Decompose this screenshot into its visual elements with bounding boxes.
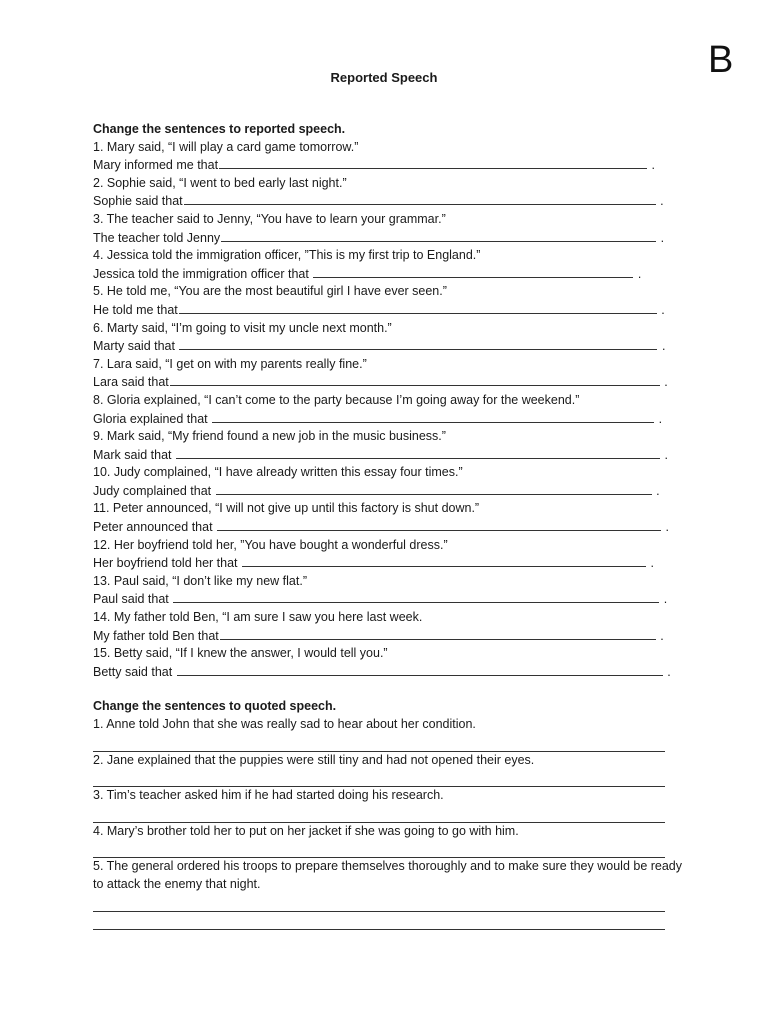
answer-blank[interactable]	[93, 912, 665, 930]
answer-blank[interactable]	[217, 518, 661, 531]
answer-blank[interactable]	[93, 805, 665, 823]
answer-blank[interactable]	[220, 627, 656, 640]
answer-lead: Peter announced that	[93, 520, 213, 535]
item-prompt: 15. Betty said, “If I knew the answer, I would tell you.”	[93, 646, 388, 661]
answer-line	[93, 301, 683, 320]
answer-line	[93, 410, 683, 429]
list-item	[93, 537, 683, 573]
answer-lead: The teacher told Jenny	[93, 230, 221, 245]
answer-line	[93, 627, 683, 646]
item-prompt: 7. Lara said, “I get on with my parents really fine.”	[93, 356, 367, 371]
answer-lead: My father told Ben that	[93, 628, 219, 643]
answer-lead: Mark said that	[93, 447, 172, 462]
answer-lead: Paul said that	[93, 592, 169, 607]
list-item	[93, 500, 683, 536]
list-item	[93, 609, 683, 645]
item-prompt: 6. Marty said, “I’m going to visit my uncle next month.”	[93, 320, 392, 335]
answer-end: .	[660, 628, 664, 643]
list-item	[93, 787, 683, 823]
answer-lead: Her boyfriend told her that	[93, 556, 238, 571]
list-item	[93, 356, 683, 392]
item-prompt: 4. Jessica told the immigration officer, ”This is my first trip to England.”	[93, 248, 481, 263]
answer-line	[93, 229, 683, 248]
list-item	[93, 211, 683, 247]
page-letter: B	[708, 39, 734, 81]
answer-blank[interactable]	[313, 265, 633, 278]
list-item	[93, 428, 683, 464]
answer-blank[interactable]	[93, 894, 665, 912]
answer-blank[interactable]	[242, 554, 646, 567]
answer-lead: Jessica told the immigration officer that	[93, 266, 309, 281]
list-item	[93, 283, 683, 319]
answer-end: .	[658, 411, 663, 426]
item-prompt: 5. He told me, “You are the most beautiful girl I have ever seen.”	[93, 284, 447, 299]
answer-line	[93, 192, 683, 211]
item-prompt: 12. Her boyfriend told her, ”You have bought a wonderful dress.”	[93, 537, 448, 552]
answer-end: .	[651, 158, 656, 173]
answer-lead: Marty said that	[93, 339, 175, 354]
list-item	[93, 858, 683, 929]
answer-lead: Gloria explained that	[93, 411, 208, 426]
item-prompt: 14. My father told Ben, “I am sure I saw you here last week.	[93, 610, 423, 625]
item-prompt: 4. Mary’s brother told her to put on her jacket if she was going to go with him.	[93, 823, 519, 838]
answer-line	[93, 337, 683, 356]
section1-heading: Change the sentences to reported speech.	[93, 122, 346, 136]
answer-line	[93, 518, 683, 537]
answer-end: .	[661, 339, 666, 354]
item-prompt: 11. Peter announced, “I will not give up until this factory is shut down.”	[93, 501, 480, 516]
answer-end: .	[637, 266, 642, 281]
answer-end: .	[664, 375, 668, 390]
answer-end: .	[665, 520, 669, 535]
list-item	[93, 464, 683, 500]
list-item	[93, 392, 683, 428]
item-prompt: 5. The general ordered his troops to prepare themselves thoroughly and to make sure they would be ready to attack the enemy that night.	[93, 859, 683, 891]
answer-blank[interactable]	[221, 229, 656, 242]
section2-heading: Change the sentences to quoted speech.	[93, 699, 337, 714]
answer-end: .	[663, 592, 668, 607]
answer-lead: Betty said that	[93, 664, 173, 679]
item-prompt: 2. Jane explained that the puppies were still tiny and had not opened their eyes.	[93, 752, 535, 767]
answer-blank[interactable]	[212, 410, 654, 423]
list-item	[93, 175, 683, 211]
item-prompt: 10. Judy complained, “I have already written this essay four times.”	[93, 465, 463, 480]
answer-blank[interactable]	[173, 590, 659, 603]
page-title: Reported Speech	[330, 70, 438, 85]
answer-line	[93, 590, 683, 609]
section-gap	[93, 681, 683, 698]
worksheet-content	[93, 121, 683, 930]
answer-blank[interactable]	[184, 192, 656, 205]
item-prompt: 9. Mark said, “My friend found a new job in the music business.”	[93, 429, 446, 444]
answer-lead: Mary informed me that	[93, 158, 219, 173]
answer-end: .	[660, 230, 665, 245]
answer-blank[interactable]	[216, 482, 652, 495]
answer-blank[interactable]	[170, 373, 660, 386]
answer-blank[interactable]	[93, 840, 665, 858]
answer-line	[93, 156, 683, 175]
list-item	[93, 139, 683, 175]
list-item	[93, 716, 683, 752]
answer-line	[93, 373, 683, 392]
list-item	[93, 752, 683, 788]
answer-end: .	[650, 556, 654, 571]
answer-lead: Sophie said that	[93, 194, 183, 209]
answer-end: .	[660, 194, 664, 209]
item-prompt: 3. The teacher said to Jenny, “You have to learn your grammar.”	[93, 211, 446, 226]
answer-lead: He told me that	[93, 302, 178, 317]
list-item	[93, 320, 683, 356]
list-item	[93, 573, 683, 609]
list-item	[93, 645, 683, 681]
item-prompt: 1. Anne told John that she was really sad to hear about her condition.	[93, 717, 476, 731]
item-prompt: 8. Gloria explained, “I can’t come to the party because I’m going away for the weekend.”	[93, 392, 580, 407]
answer-blank[interactable]	[219, 156, 647, 169]
answer-lead: Lara said that	[93, 375, 169, 390]
item-prompt: 13. Paul said, “I don’t like my new flat.”	[93, 573, 307, 588]
answer-line	[93, 554, 683, 573]
answer-blank[interactable]	[179, 337, 657, 350]
answer-blank[interactable]	[93, 734, 665, 752]
answer-line	[93, 446, 683, 465]
answer-end: .	[664, 447, 668, 462]
answer-blank[interactable]	[179, 301, 657, 314]
answer-end: .	[667, 664, 671, 679]
item-prompt: 2. Sophie said, “I went to bed early last night.”	[93, 175, 347, 190]
answer-line	[93, 663, 683, 682]
answer-blank[interactable]	[93, 769, 665, 787]
answer-lead: Judy complained that	[93, 483, 212, 498]
answer-blank[interactable]	[177, 663, 663, 676]
item-prompt: 1. Mary said, “I will play a card game tomorrow.”	[93, 139, 359, 154]
answer-end: .	[656, 483, 660, 498]
item-prompt: 3. Tim’s teacher asked him if he had started doing his research.	[93, 788, 444, 803]
answer-line	[93, 482, 683, 501]
list-item	[93, 247, 683, 283]
answer-end: .	[661, 302, 665, 317]
answer-line	[93, 265, 683, 284]
answer-blank[interactable]	[176, 446, 660, 459]
list-item	[93, 823, 683, 859]
